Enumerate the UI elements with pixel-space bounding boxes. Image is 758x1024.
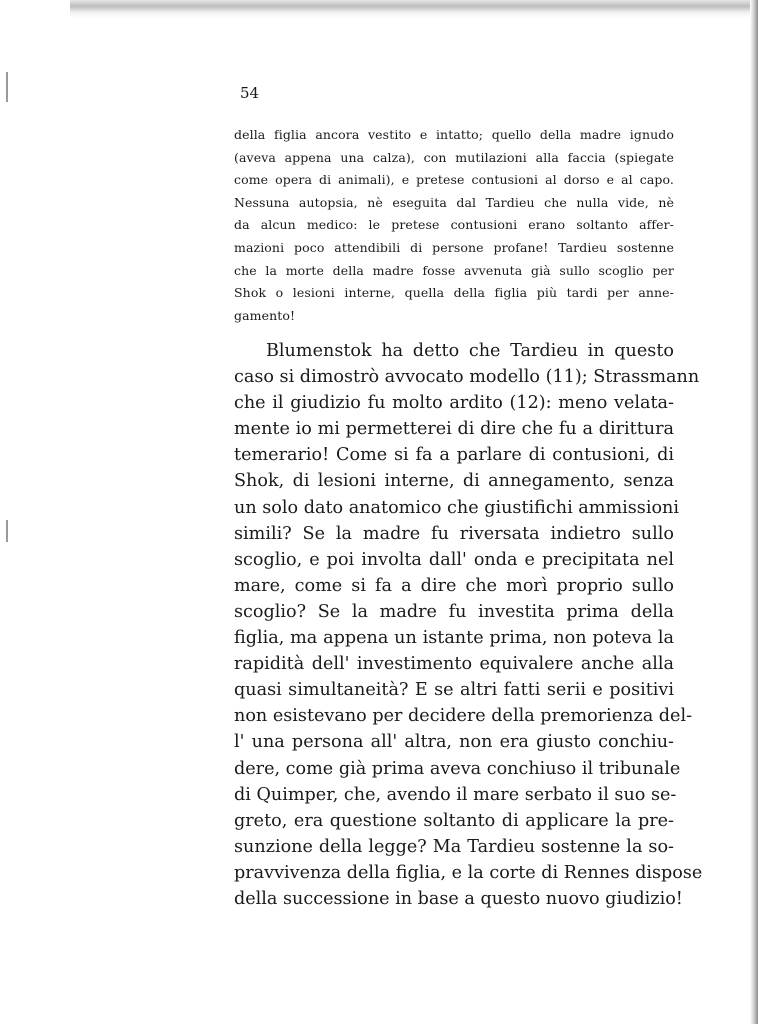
body-line: che il giudizio fu molto ardito (12): meno velata- <box>234 393 674 414</box>
body-line: rapidità dell' investimento equivalere anche alla <box>234 654 674 675</box>
footnote-block <box>234 124 674 327</box>
body-line: mente io mi permetterei di dire che fu a dirittura <box>234 419 674 440</box>
left-margin-mark <box>6 520 8 542</box>
footnote-line: della figlia ancora vestito e intatto; quello della madre ignudo <box>234 127 674 142</box>
footnote-line: Shok o lesioni interne, quella della figlia più tardi per anne- <box>234 285 674 301</box>
body-line: simili? Se la madre fu riversata indietro sullo <box>234 523 674 544</box>
body-line: sunzione della legge? Ma Tardieu sostenne la so- <box>234 836 674 857</box>
footnote-line: gamento! <box>234 307 296 323</box>
body-line: mare, come si fa a dire che morì proprio sullo <box>234 575 674 596</box>
left-margin-mark <box>6 72 8 102</box>
body-line: non esistevano per decidere della premorienza del- <box>234 706 693 727</box>
body-line: di Quimper, che, avendo il mare serbato il suo se- <box>234 784 677 805</box>
body-line: caso si dimostrò avvocato modello (11); Strassmann <box>234 367 700 388</box>
body-line: della successione in base a questo nuovo giudizio! <box>234 888 683 909</box>
body-line: quasi simultaneità? E se altri fatti serii e positivi <box>234 680 674 701</box>
body-line: Blumenstok ha detto che Tardieu in questo <box>266 341 674 361</box>
footnote-line: (aveva appena una calza), con mutilazioni alla faccia (spiegate <box>234 149 674 165</box>
page-right-edge <box>750 0 758 1024</box>
body-line: Shok, di lesioni interne, di annegamento, senza <box>234 471 674 492</box>
body-line: l' una persona all' altra, non era giusto conchiu- <box>234 732 674 753</box>
body-line: pravvivenza della figlia, e la corte di Rennes dispose <box>234 862 703 883</box>
body-paragraph <box>234 338 703 912</box>
footnote-line: Nessuna autopsia, nè eseguita dal Tardieu che nulla vide, nè <box>234 194 674 210</box>
body-line: temerario! Come si fa a parlare di contusioni, di <box>234 445 674 466</box>
footnote-line: mazioni poco attendibili di persone profane! Tardieu sostenne <box>234 239 674 255</box>
body-line: scoglio? Se la madre fu investita prima della <box>234 601 674 622</box>
footnote-line: come opera di animali), e pretese contusioni al dorso e al capo. <box>234 172 674 188</box>
body-line: figlia, ma appena un istante prima, non poteva la <box>234 628 674 649</box>
page-top-edge <box>70 0 758 18</box>
page-number: 54 <box>240 84 260 102</box>
footnote-line: che la morte della madre fosse avvenuta già sullo scoglio per <box>234 262 674 278</box>
footnote-line: da alcun medico: le pretese contusioni erano soltanto affer- <box>234 217 674 233</box>
body-line: scoglio, e poi involta dall' onda e precipitata nel <box>234 549 674 570</box>
body-line: greto, era questione soltanto di applicare la pre- <box>234 810 674 831</box>
body-line: dere, come già prima aveva conchiuso il tribunale <box>234 758 681 779</box>
body-line: un solo dato anatomico che giustifichi ammissioni <box>234 497 680 518</box>
